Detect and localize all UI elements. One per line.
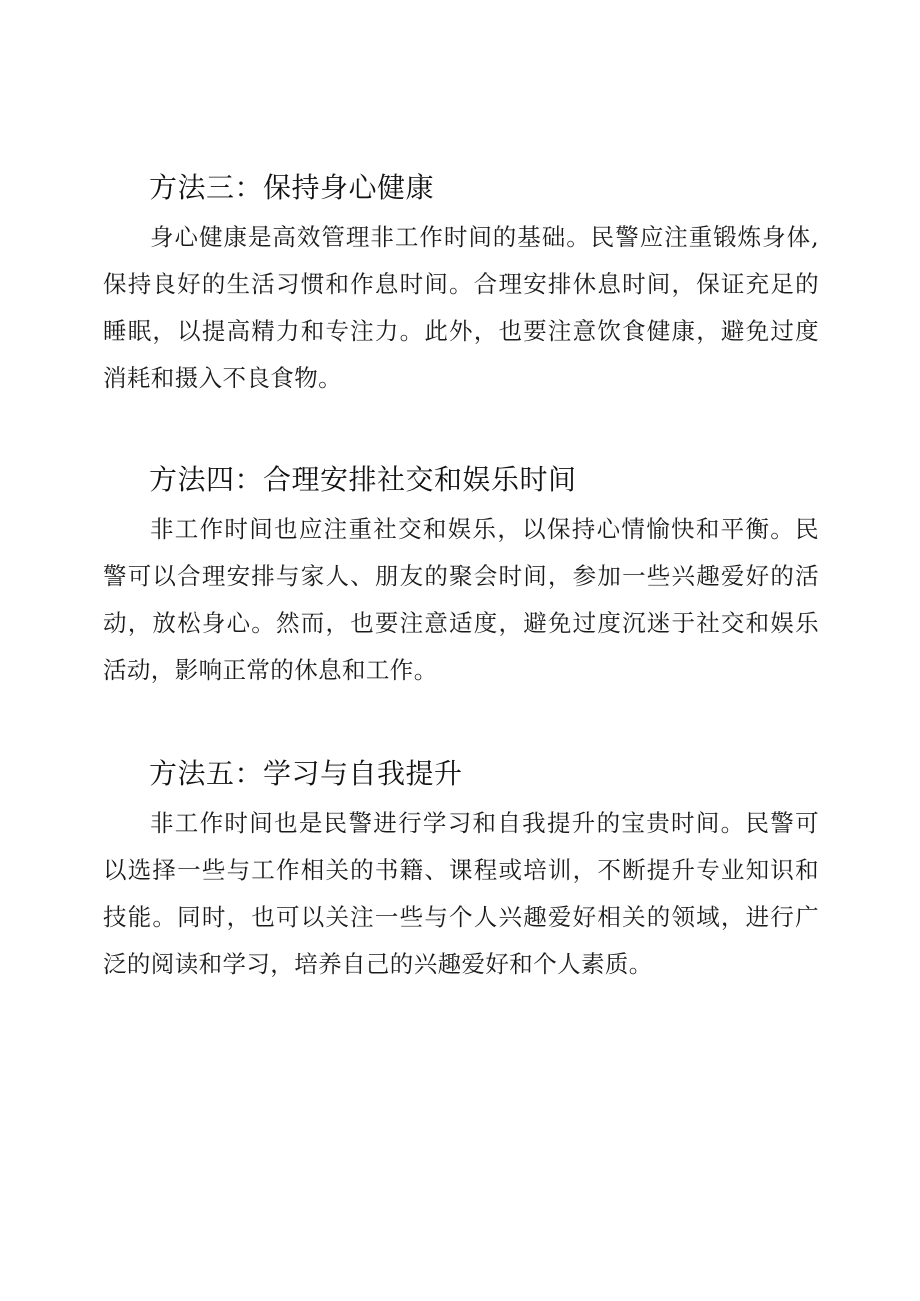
section-heading: 方法三：保持身心健康 bbox=[149, 171, 435, 204]
section-method-three bbox=[103, 168, 819, 402]
section-paragraph: 非工作时间也是民警进行学习和自我提升的宝贵时间。民警可以选择一些与工作相关的书籍、课程或培训，不断提升专业知识和技能。同时，也可以关注一些与个人兴趣爱好相关的领域，进行广泛的阅读和学习，培养自己的兴趣爱好和个人素质。 bbox=[103, 809, 819, 978]
section-paragraph: 非工作时间也应注重社交和娱乐，以保持心情愉快和平衡。民警可以合理安排与家人、朋友的聚会时间，参加一些兴趣爱好的活动，放松身心。然而，也要注意适度，避免过度沉迷于社交和娱乐活动，影响正常的休息和工作。 bbox=[103, 515, 819, 684]
section-heading: 方法四：合理安排社交和娱乐时间 bbox=[149, 463, 577, 496]
section-method-four bbox=[103, 460, 819, 694]
section-method-five bbox=[103, 754, 819, 988]
section-heading: 方法五：学习与自我提升 bbox=[149, 757, 463, 790]
section-paragraph: 身心健康是高效管理非工作时间的基础。民警应注重锻炼身体,保持良好的生活习惯和作息时间。合理安排休息时间，保证充足的睡眠，以提高精力和专注力。此外，也要注意饮食健康，避免过度消耗和摄入不良食物。 bbox=[103, 223, 819, 392]
